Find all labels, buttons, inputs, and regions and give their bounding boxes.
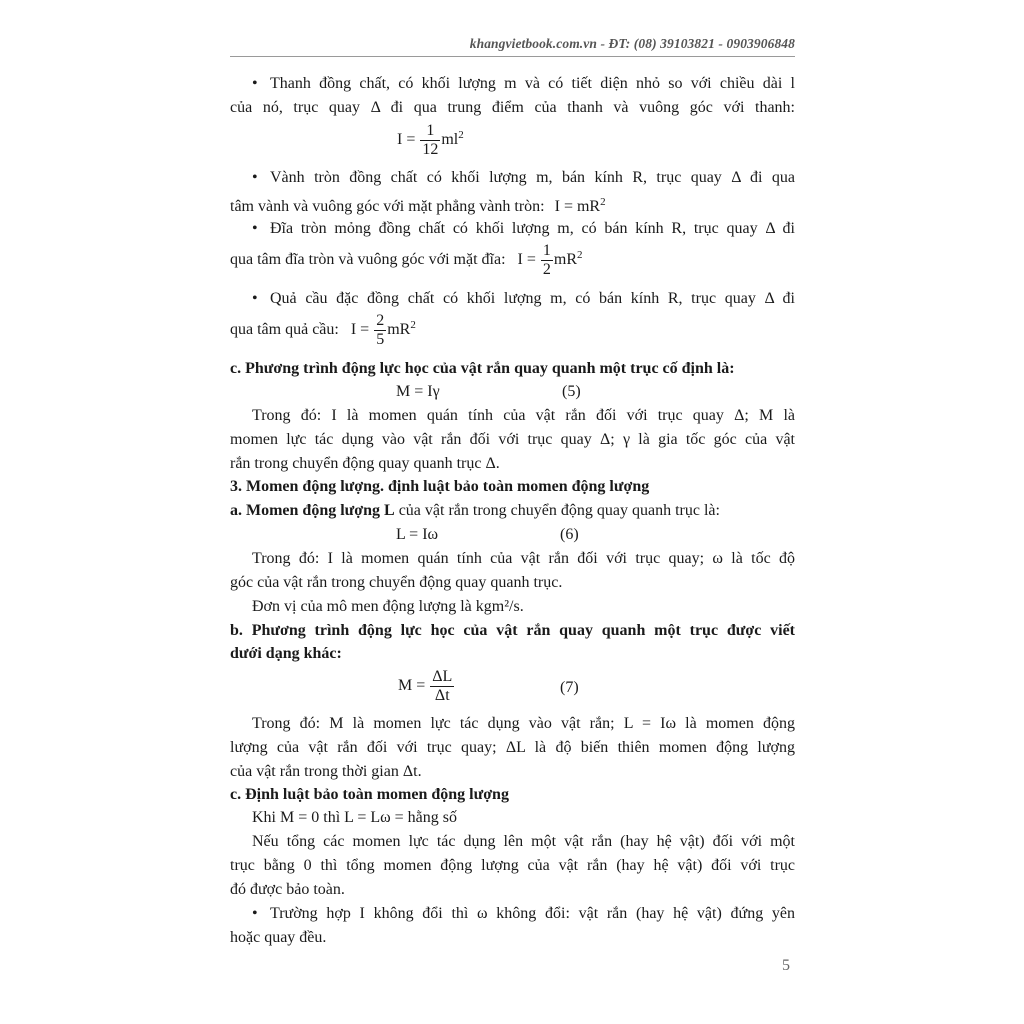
text-line: lượng của vật rắn đối với trục quay; ΔL là độ biến thiên momen động lượng xyxy=(230,739,795,756)
text-line: hoặc quay đều. xyxy=(230,929,327,946)
bullet-line: • Trường hợp I không đổi thì ω không đổi: vật rắn (hay hệ vật) đứng yên xyxy=(252,905,795,922)
text-line: rắn trong chuyển động quay quanh trục Δ. xyxy=(230,455,500,472)
fraction: $\frac{\Delta L}{\Delta t}$ xyxy=(432,668,453,704)
bullet-icon: • xyxy=(252,220,258,237)
equation-number: (5) xyxy=(562,383,581,400)
equation-number: (6) xyxy=(560,526,579,543)
text-line: Khi M = 0 thì L = Lω = hằng số xyxy=(252,809,457,826)
equation: M = Iγ xyxy=(396,383,440,400)
text-line: tâm vành và vuông góc với mặt phẳng vành tròn: $I = mR^2$ xyxy=(230,196,606,215)
subsection-heading: a. Momen động lượng L của vật rắn trong chuyển động quay quanh trục là: xyxy=(230,502,720,519)
equation: M = $\frac{\Delta L}{\Delta t}$ xyxy=(398,668,453,704)
fraction: $\frac{1}{12}$ xyxy=(422,122,439,158)
text-line: Nếu tổng các momen lực tác dụng lên một vật rắn (hay hệ vật) đối với một xyxy=(252,833,795,850)
formula-rod: I = $\frac{1}{12}$ $ml^2$ xyxy=(397,122,464,158)
bullet-icon: • xyxy=(252,290,258,307)
bullet-line: • Thanh đồng chất, có khối lượng m và có tiết diện nhỏ so với chiều dài l xyxy=(252,75,795,92)
text-line: góc của vật rắn trong chuyển động quay quanh trục. xyxy=(230,574,563,591)
subsection-heading: c. Định luật bảo toàn momen động lượng xyxy=(230,786,509,803)
text-line: Trong đó: I là momen quán tính của vật rắn đối với trục quay; ω là tốc độ xyxy=(252,550,795,567)
text-line: Đơn vị của mô men động lượng là kgm²/s. xyxy=(252,598,524,615)
bullet-line: • Đĩa tròn mỏng đồng chất có khối lượng m, có bán kính R, trục quay Δ đi xyxy=(252,220,795,237)
text-line: của vật rắn trong thời gian Δt. xyxy=(230,763,422,780)
page-number: 5 xyxy=(782,957,790,974)
subsection-heading: dưới dạng khác: xyxy=(230,645,342,662)
header-divider xyxy=(230,56,795,57)
fraction: $\frac{2}{5}$ xyxy=(376,312,385,348)
bullet-line: • Quả cầu đặc đồng chất có khối lượng m, có bán kính R, trục quay Δ đi xyxy=(252,290,795,307)
text-line-with-formula: qua tâm quả cầu: I = $\frac{2}{5}$ $mR^2$ xyxy=(230,312,416,348)
section-heading: 3. Momen động lượng. định luật bảo toàn momen động lượng xyxy=(230,478,650,495)
page-header: khangvietbook.com.vn - ĐT: (08) 39103821 - 0903906848 xyxy=(469,36,795,51)
bullet-icon: • xyxy=(252,169,258,186)
bullet-line: • Vành tròn đồng chất có khối lượng m, bán kính R, trục quay Δ đi qua xyxy=(252,169,795,186)
fraction: $\frac{1}{2}$ xyxy=(542,242,551,278)
equation: L = Iω xyxy=(396,526,439,543)
text-line: trục bằng 0 thì tổng momen động lượng của vật rắn (hay hệ vật) đối với trục xyxy=(230,857,795,874)
text-line: Trong đó: M là momen lực tác dụng vào vật rắn; L = Iω là momen động xyxy=(252,715,795,732)
text-line: đó được bảo toàn. xyxy=(230,881,345,898)
text-line: Trong đó: I là momen quán tính của vật rắn đối với trục quay Δ; M là xyxy=(252,407,795,424)
bullet-icon: • xyxy=(252,75,258,92)
bullet-icon: • xyxy=(252,905,258,922)
text-line-with-formula: qua tâm đĩa tròn và vuông góc với mặt đĩa: I = $\frac{1}{2}$ $mR^2$ xyxy=(230,242,583,278)
subsection-heading: b. Phương trình động lực học của vật rắn quay quanh một trục được viết xyxy=(230,622,795,639)
equation-number: (7) xyxy=(560,679,579,696)
text-line: của nó, trục quay Δ đi qua trung điểm của thanh và vuông góc với thanh: xyxy=(230,99,795,116)
text-line: momen lực tác dụng vào vật rắn đối với trục quay Δ; γ là gia tốc góc của vật xyxy=(230,431,795,448)
section-heading: c. Phương trình động lực học của vật rắn quay quanh một trục cố định là: xyxy=(230,360,735,377)
